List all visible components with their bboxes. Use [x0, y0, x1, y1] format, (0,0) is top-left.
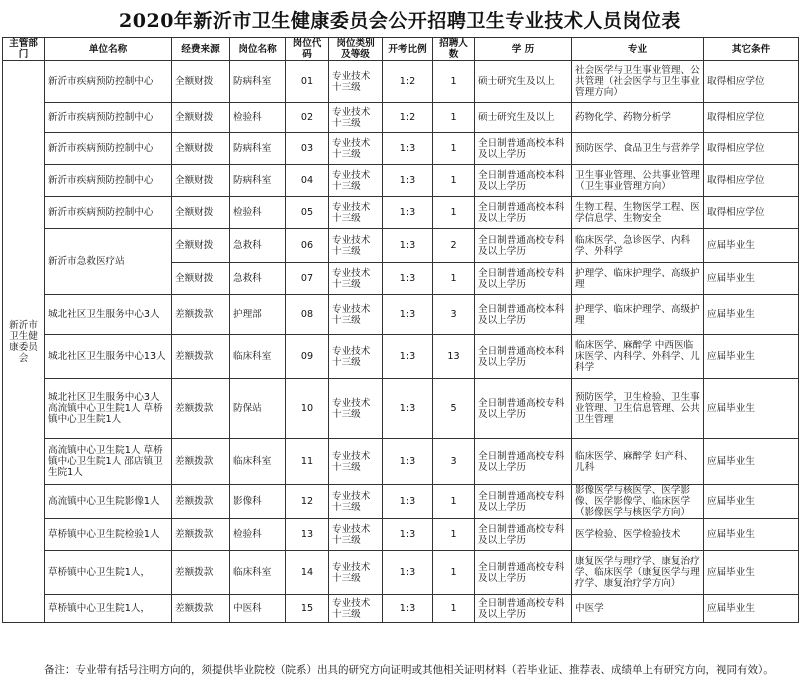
post-cell: 检验科: [230, 519, 286, 551]
count-cell: 1: [433, 551, 475, 595]
major-cell: 医学检验、医学检验技术: [572, 519, 704, 551]
other-cell: 应届毕业生: [704, 485, 799, 519]
fund-cell: 全额财拨: [172, 103, 230, 133]
fund-cell: 全额财拨: [172, 165, 230, 197]
count-cell: 1: [433, 519, 475, 551]
table-row: [3, 519, 799, 551]
code-cell: 15: [286, 595, 329, 623]
category-cell: 专业技术十三级: [329, 379, 383, 439]
ratio-cell: 1:3: [383, 379, 433, 439]
column-header: 主管部门: [3, 38, 45, 61]
category-cell: 专业技术十三级: [329, 263, 383, 295]
code-cell: 02: [286, 103, 329, 133]
ratio-cell: 1:3: [383, 439, 433, 485]
other-cell: 应届毕业生: [704, 551, 799, 595]
major-cell: 卫生事业管理、公共事业管理（卫生事业管理方向）: [572, 165, 704, 197]
other-cell: 取得相应学位: [704, 61, 799, 103]
unit-cell: 高流镇中心卫生院影像1人: [45, 485, 172, 519]
education-cell: 全日制普通高校本科及以上学历: [475, 295, 572, 335]
count-cell: 1: [433, 165, 475, 197]
count-cell: 3: [433, 295, 475, 335]
post-cell: 急救科: [230, 263, 286, 295]
count-cell: 2: [433, 229, 475, 263]
major-cell: 康复医学与理疗学、康复治疗学、临床医学（康复医学与理疗学、康复治疗学方向）: [572, 551, 704, 595]
table-row: [3, 295, 799, 335]
major-cell: 中医学: [572, 595, 704, 623]
education-cell: 全日制普通高校本科及以上学历: [475, 335, 572, 379]
post-cell: 防保站: [230, 379, 286, 439]
education-cell: 全日制普通高校专科及以上学历: [475, 439, 572, 485]
count-cell: 5: [433, 379, 475, 439]
post-cell: 临床科室: [230, 439, 286, 485]
category-cell: 专业技术十三级: [329, 229, 383, 263]
ratio-cell: 1:3: [383, 295, 433, 335]
major-cell: 社会医学与卫生事业管理、公共管理（社会医学与卫生事业管理方向）: [572, 61, 704, 103]
education-cell: 全日制普通高校专科及以上学历: [475, 485, 572, 519]
other-cell: 应届毕业生: [704, 263, 799, 295]
code-cell: 14: [286, 551, 329, 595]
ratio-cell: 1:3: [383, 335, 433, 379]
count-cell: 1: [433, 133, 475, 165]
post-cell: 检验科: [230, 197, 286, 229]
ratio-cell: 1:2: [383, 61, 433, 103]
fund-cell: 全额财拨: [172, 263, 230, 295]
unit-cell: 新沂市疾病预防控制中心: [45, 61, 172, 103]
ratio-cell: 1:3: [383, 165, 433, 197]
other-cell: 取得相应学位: [704, 103, 799, 133]
column-header: 岗位代码: [286, 38, 329, 61]
table-row: [3, 335, 799, 379]
count-cell: 13: [433, 335, 475, 379]
unit-cell: 城北社区卫生服务中心3人 高流镇中心卫生院1人 草桥镇中心卫生院1人: [45, 379, 172, 439]
unit-cell: 草桥镇中心卫生院1人，: [45, 595, 172, 623]
ratio-cell: 1:3: [383, 485, 433, 519]
category-cell: 专业技术十三级: [329, 439, 383, 485]
major-cell: 护理学、临床护理学、高级护理: [572, 295, 704, 335]
major-cell: 影像医学与核医学、医学影像、医学影像学、临床医学（影像医学与核医学方向）: [572, 485, 704, 519]
code-cell: 08: [286, 295, 329, 335]
code-cell: 01: [286, 61, 329, 103]
major-cell: 药物化学、药物分析学: [572, 103, 704, 133]
other-cell: 应届毕业生: [704, 439, 799, 485]
table-row: [3, 595, 799, 623]
education-cell: 全日制普通高校本科及以上学历: [475, 165, 572, 197]
major-cell: 临床医学、急诊医学、内科学、外科学: [572, 229, 704, 263]
fund-cell: 差额拨款: [172, 295, 230, 335]
unit-cell: 新沂市急救医疗站: [45, 229, 172, 295]
table-row: [3, 439, 799, 485]
other-cell: 应届毕业生: [704, 519, 799, 551]
unit-cell: 新沂市疾病预防控制中心: [45, 133, 172, 165]
column-header: 学 历: [475, 38, 572, 61]
other-cell: 取得相应学位: [704, 197, 799, 229]
category-cell: 专业技术十三级: [329, 103, 383, 133]
category-cell: 专业技术十三级: [329, 197, 383, 229]
education-cell: 硕士研究生及以上: [475, 103, 572, 133]
fund-cell: 差额拨款: [172, 335, 230, 379]
table-row: [3, 103, 799, 133]
post-cell: 检验科: [230, 103, 286, 133]
education-cell: 全日制普通高校专科及以上学历: [475, 551, 572, 595]
table-row: [3, 165, 799, 197]
unit-cell: 草桥镇中心卫生院1人，: [45, 551, 172, 595]
education-cell: 全日制普通高校专科及以上学历: [475, 519, 572, 551]
major-cell: 护理学、临床护理学、高级护理: [572, 263, 704, 295]
table-row: [3, 133, 799, 165]
unit-cell: 新沂市疾病预防控制中心: [45, 197, 172, 229]
fund-cell: 差额拨款: [172, 379, 230, 439]
table-header-row: [3, 38, 799, 61]
major-cell: 生物工程、生物医学工程、医学信息学、生物安全: [572, 197, 704, 229]
post-cell: 影像科: [230, 485, 286, 519]
education-cell: 全日制普通高校本科及以上学历: [475, 133, 572, 165]
fund-cell: 差额拨款: [172, 551, 230, 595]
category-cell: 专业技术十三级: [329, 61, 383, 103]
other-cell: 取得相应学位: [704, 133, 799, 165]
ratio-cell: 1:3: [383, 263, 433, 295]
column-header: 专业: [572, 38, 704, 61]
post-cell: 防病科室: [230, 165, 286, 197]
education-cell: 全日制普通高校专科及以上学历: [475, 229, 572, 263]
column-header: 开考比例: [383, 38, 433, 61]
fund-cell: 全额财拨: [172, 229, 230, 263]
post-cell: 护理部: [230, 295, 286, 335]
ratio-cell: 1:3: [383, 551, 433, 595]
count-cell: 1: [433, 61, 475, 103]
category-cell: 专业技术十三级: [329, 595, 383, 623]
code-cell: 07: [286, 263, 329, 295]
other-cell: 应届毕业生: [704, 295, 799, 335]
count-cell: 1: [433, 263, 475, 295]
other-cell: 取得相应学位: [704, 165, 799, 197]
post-cell: 临床科室: [230, 335, 286, 379]
ratio-cell: 1:2: [383, 103, 433, 133]
table-row: [3, 61, 799, 103]
education-cell: 硕士研究生及以上: [475, 61, 572, 103]
post-cell: 急救科: [230, 229, 286, 263]
education-cell: 全日制普通高校专科及以上学历: [475, 263, 572, 295]
unit-cell: 城北社区卫生服务中心3人: [45, 295, 172, 335]
category-cell: 专业技术十三级: [329, 519, 383, 551]
other-cell: 应届毕业生: [704, 595, 799, 623]
table-row: [3, 197, 799, 229]
footnote: 备注：专业带有括号注明方向的，须提供毕业院校（院系）出具的研究方向证明或其他相关证明材料（若毕业证、推荐表、成绩单上有研究方向，视同有效）。: [44, 664, 774, 676]
major-cell: 临床医学、麻醉学 妇产科、儿科: [572, 439, 704, 485]
column-header: 岗位名称: [230, 38, 286, 61]
count-cell: 1: [433, 485, 475, 519]
other-cell: 应届毕业生: [704, 379, 799, 439]
column-header: 其它条件: [704, 38, 799, 61]
unit-cell: 城北社区卫生服务中心13人: [45, 335, 172, 379]
table-row: [3, 485, 799, 519]
ratio-cell: 1:3: [383, 229, 433, 263]
dept-cell: 新沂市卫生健康委员会: [3, 61, 45, 623]
fund-cell: 全额财拨: [172, 133, 230, 165]
unit-cell: 新沂市疾病预防控制中心: [45, 103, 172, 133]
unit-cell: 高流镇中心卫生院1人 草桥镇中心卫生院1人 邵店镇卫生院1人: [45, 439, 172, 485]
fund-cell: 差额拨款: [172, 595, 230, 623]
ratio-cell: 1:3: [383, 133, 433, 165]
category-cell: 专业技术十三级: [329, 165, 383, 197]
category-cell: 专业技术十三级: [329, 485, 383, 519]
code-cell: 10: [286, 379, 329, 439]
code-cell: 09: [286, 335, 329, 379]
fund-cell: 差额拨款: [172, 439, 230, 485]
column-header: 招聘人数: [433, 38, 475, 61]
category-cell: 专业技术十三级: [329, 335, 383, 379]
column-header: 岗位类别及等级: [329, 38, 383, 61]
other-cell: 应届毕业生: [704, 335, 799, 379]
code-cell: 05: [286, 197, 329, 229]
ratio-cell: 1:3: [383, 197, 433, 229]
fund-cell: 全额财拨: [172, 61, 230, 103]
code-cell: 06: [286, 229, 329, 263]
ratio-cell: 1:3: [383, 595, 433, 623]
page-title: 2020年新沂市卫生健康委员会公开招聘卫生专业技术人员岗位表: [119, 10, 681, 32]
unit-cell: 新沂市疾病预防控制中心: [45, 165, 172, 197]
education-cell: 全日制普通高校专科及以上学历: [475, 595, 572, 623]
major-cell: 临床医学、麻醉学 中西医临床医学、内科学、外科学、儿科学: [572, 335, 704, 379]
code-cell: 04: [286, 165, 329, 197]
unit-cell: 草桥镇中心卫生院检验1人: [45, 519, 172, 551]
column-header: 单位名称: [45, 38, 172, 61]
count-cell: 1: [433, 595, 475, 623]
post-cell: 中医科: [230, 595, 286, 623]
count-cell: 1: [433, 197, 475, 229]
fund-cell: 差额拨款: [172, 519, 230, 551]
fund-cell: 全额财拨: [172, 197, 230, 229]
category-cell: 专业技术十三级: [329, 551, 383, 595]
fund-cell: 差额拨款: [172, 485, 230, 519]
count-cell: 3: [433, 439, 475, 485]
post-cell: 防病科室: [230, 133, 286, 165]
code-cell: 13: [286, 519, 329, 551]
code-cell: 12: [286, 485, 329, 519]
table-row: [3, 379, 799, 439]
table-row: [3, 551, 799, 595]
category-cell: 专业技术十三级: [329, 133, 383, 165]
post-cell: 防病科室: [230, 61, 286, 103]
major-cell: 预防医学，卫生检验、卫生事业管理、卫生信息管理、公共卫生管理: [572, 379, 704, 439]
code-cell: 11: [286, 439, 329, 485]
ratio-cell: 1:3: [383, 519, 433, 551]
other-cell: 应届毕业生: [704, 229, 799, 263]
education-cell: 全日制普通高校本科及以上学历: [475, 197, 572, 229]
education-cell: 全日制普通高校专科及以上学历: [475, 379, 572, 439]
code-cell: 03: [286, 133, 329, 165]
table-row: [3, 229, 799, 263]
category-cell: 专业技术十三级: [329, 295, 383, 335]
positions-table: [2, 37, 799, 623]
count-cell: 1: [433, 103, 475, 133]
major-cell: 预防医学、食品卫生与营养学: [572, 133, 704, 165]
column-header: 经费来源: [172, 38, 230, 61]
post-cell: 临床科室: [230, 551, 286, 595]
